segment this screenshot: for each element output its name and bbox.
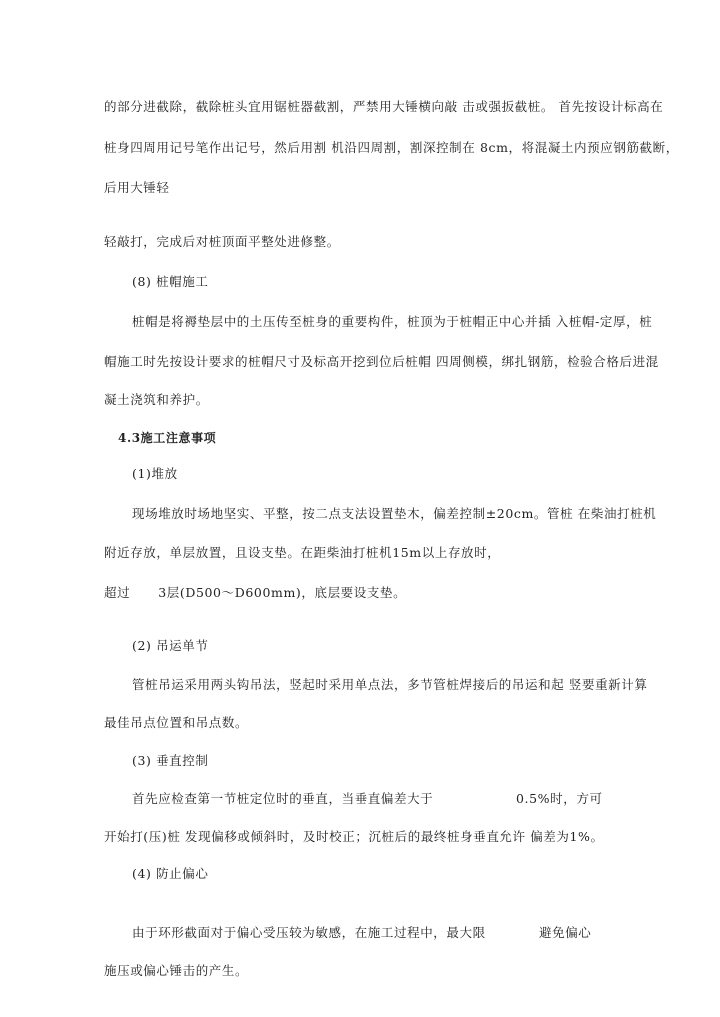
section-heading-4-3: 4.3施工注意事项 bbox=[118, 431, 217, 445]
paragraph-line: 由于环形截面对于偏心受压较为敏感，在施工过程中，最大限 bbox=[132, 925, 486, 940]
item-title-lifting: (2) 吊运单节 bbox=[132, 638, 209, 653]
paragraph-line: 桩身四周用记号笔作出记号，然后用割 机沿四周割，割深控制在 8cm，将混凝土内预应钢筋截断， bbox=[104, 140, 679, 155]
paragraph-line: 施压或偏心锤击的产生。 bbox=[104, 963, 249, 978]
paragraph-line: 现场堆放时场地坚实、平整，按二点支法设置垫木，偏差控制±20cm。管桩 在柴油打桩机 bbox=[132, 506, 657, 521]
text-fragment: 0.5%时，方可 bbox=[516, 791, 603, 806]
text-fragment: 超过 bbox=[104, 585, 131, 600]
paragraph-line: 桩帽是将褥垫层中的土压传至桩身的重要构件，桩顶为于桩帽正中心并插 入桩帽-定厚，桩 bbox=[132, 314, 653, 329]
paragraph-line: 后用大锤轻 bbox=[104, 180, 170, 195]
paragraph-line bbox=[104, 585, 406, 601]
paragraph-line: 的部分进截除，截除桩头宜用锯桩器截割，严禁用大锤横向敲 击或强扳截桩。 首先按设计标高在 bbox=[104, 99, 664, 114]
paragraph-line: 轻敲打，完成后对桩顶面平整处进修整。 bbox=[104, 234, 340, 249]
text-fragment: 3层(D500～D600mm)，底层要设支垫。 bbox=[158, 585, 407, 600]
section-title-pile-cap: (8) 桩帽施工 bbox=[132, 274, 209, 289]
paragraph-line: 管桩吊运采用两头钩吊法，竖起时采用单点法，多节管桩焊接后的吊运和起 竖要重新计算 bbox=[132, 677, 648, 692]
paragraph-line: 开始打(压)桩 发现偏移或倾斜时，及时校正；沉桩后的最终桩身垂直允许 偏差为1%。 bbox=[104, 829, 604, 844]
paragraph-line: 帽施工时先按设计要求的桩帽尺寸及标高开挖到位后桩帽 四周侧模，绑扎钢筋，检验合格后进混 bbox=[104, 354, 659, 369]
text-fragment: 避免偏心 bbox=[539, 925, 592, 940]
paragraph-line: 附近存放，单层放置，且设支垫。在距柴油打桩机15m以上存放时， bbox=[104, 545, 501, 560]
item-title-vertical-control: (3) 垂直控制 bbox=[132, 753, 209, 768]
item-title-prevent-eccentricity: (4) 防止偏心 bbox=[132, 866, 209, 881]
paragraph-line: 最佳吊点位置和吊点数。 bbox=[104, 715, 249, 730]
item-title-stacking: (1)堆放 bbox=[132, 466, 178, 481]
paragraph-line: 凝土浇筑和养护。 bbox=[104, 392, 209, 407]
paragraph-line: 首先应检查第一节桩定位时的垂直，当垂直偏差大于 bbox=[132, 791, 434, 806]
